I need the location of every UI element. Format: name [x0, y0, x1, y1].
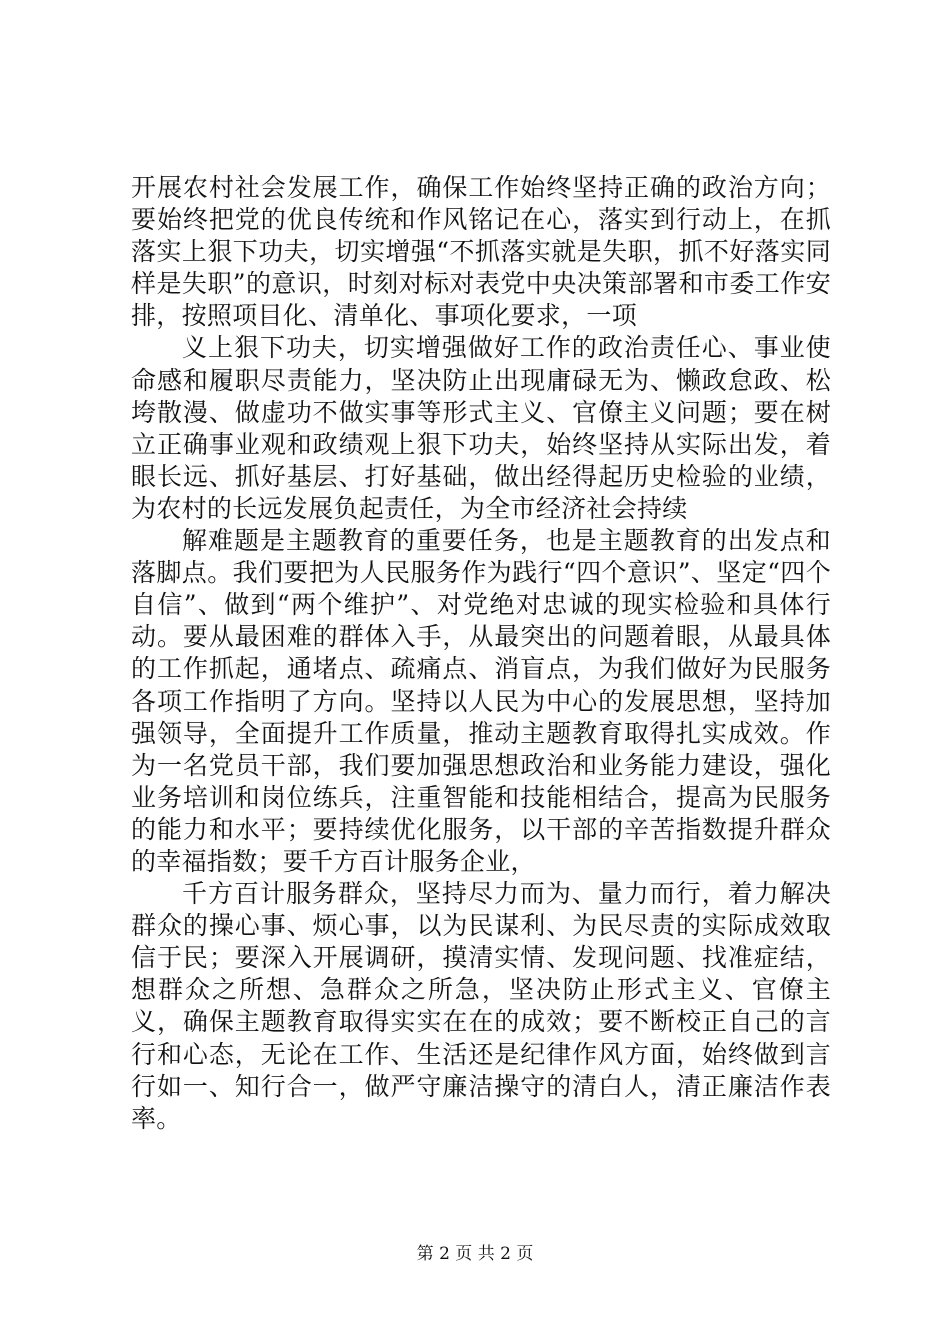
page-footer: [0, 1243, 950, 1265]
document-body: [131, 172, 831, 1135]
paragraph-2: 义上狠下功夫，切实增强做好工作的政治责任心、事业使命感和履职尽责能力，坚决防止出现庸碌无为、懒政怠政、松垮散漫、做虚功不做实事等形式主义、官僚主义问题；要在树立正确事业观和政绩观上狠下功夫，始终坚持从实际出发，着眼长远、抓好基层、打好基础，做出经得起历史检验的业绩，为农村的长远发展负起责任，为全市经济社会持续: [131, 333, 831, 523]
paragraph-4: 千方百计服务群众，坚持尽力而为、量力而行，着力解决群众的操心事、烦心事，以为民谋利、为民尽责的实际成效取信于民；要深入开展调研，摸清实情、发现问题、找准症结，想群众之所想、急群众之所急，坚决防止形式主义、官僚主义，确保主题教育取得实实在在的成效；要不断校正自己的言行和心态，无论在工作、生活还是纪律作风方面，始终做到言行如一、知行合一，做严守廉洁操守的清白人，清正廉洁作表率。: [131, 879, 831, 1133]
page-number-label: 第 2 页 共 2 页: [416, 1244, 534, 1264]
paragraph-1: 开展农村社会发展工作，确保工作始终坚持正确的政治方向；要始终把党的优良传统和作风铭记在心，落实到行动上，在抓落实上狠下功夫，切实增强“不抓落实就是失职，抓不好落实同样是失职”的意识，时刻对标对表党中央决策部署和市委工作安排，按照项目化、清单化、事项化要求，一项: [131, 173, 831, 331]
paragraph-3: 解难题是主题教育的重要任务，也是主题教育的出发点和落脚点。我们要把为人民服务作为践行“四个意识”、坚定“四个自信”、做到“两个维护”、对党绝对忠诚的现实检验和具体行动。要从最困难的群体入手，从最突出的问题着眼，从最具体的工作抓起，通堵点、疏痛点、消盲点，为我们做好为民服务各项工作指明了方向。坚持以人民为中心的发展思想，坚持加强领导，全面提升工作质量，推动主题教育取得扎实成效。作为一名党员干部，我们要加强思想政治和业务能力建设，强化业务培训和岗位练兵，注重智能和技能相结合，提高为民服务的能力和水平；要持续优化服务，以干部的辛苦指数提升群众的幸福指数；要千方百计服务企业，: [131, 526, 831, 876]
